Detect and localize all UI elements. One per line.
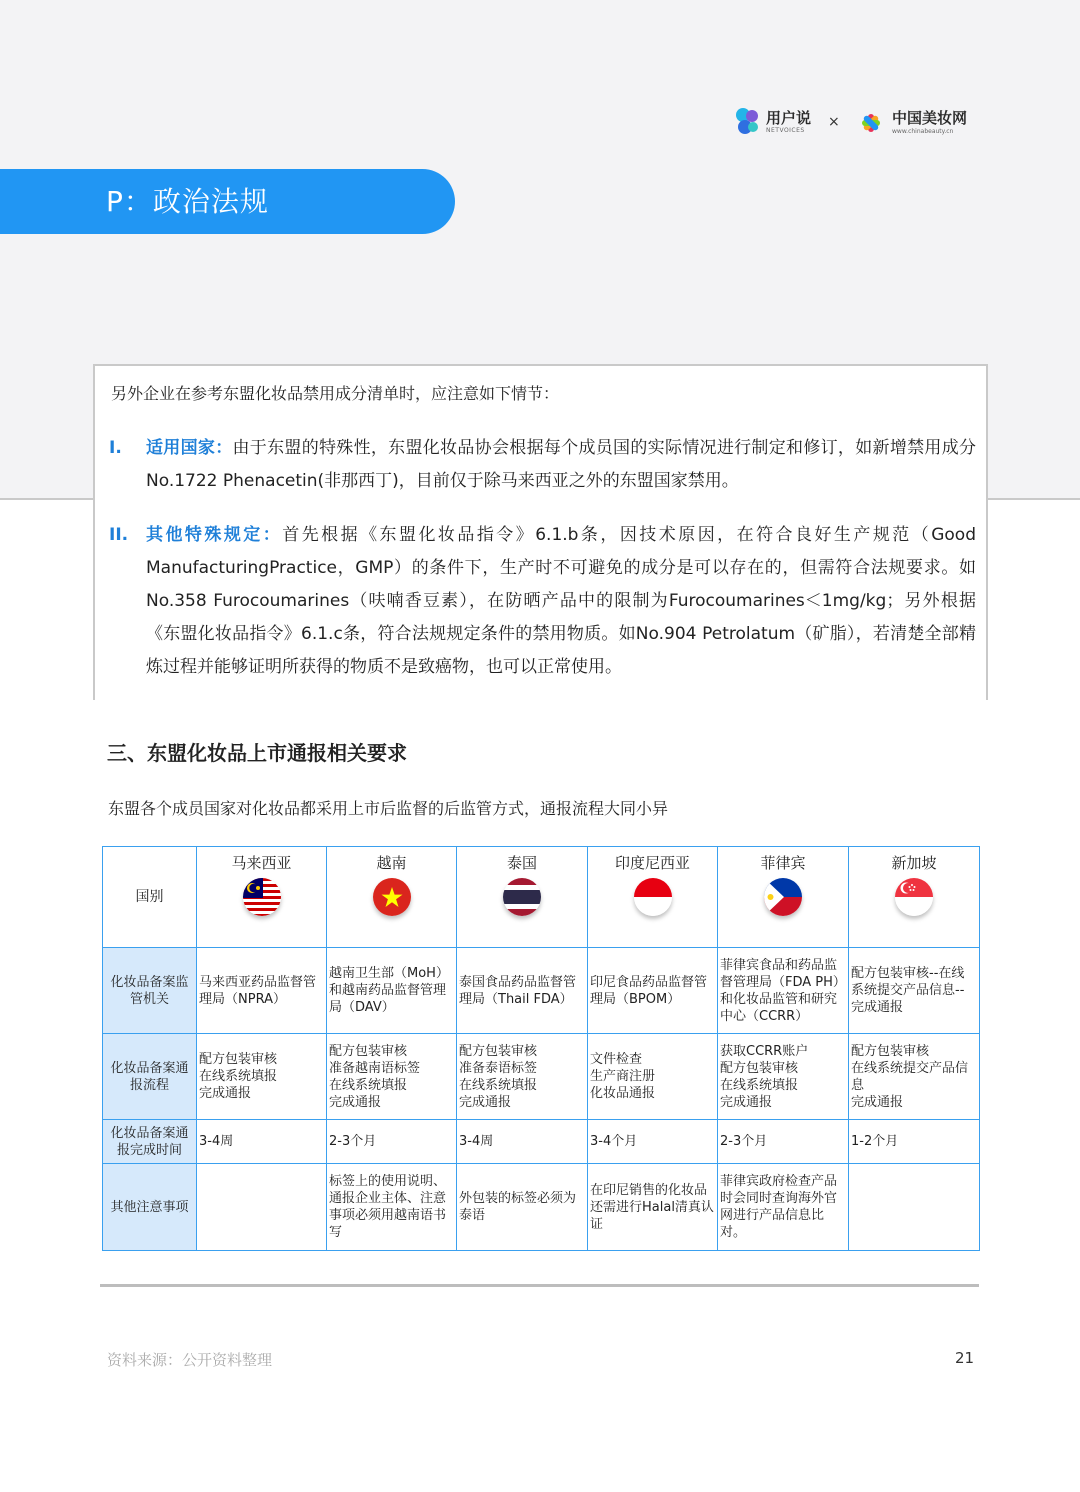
table-cell: 配方包装审核 在线系统填报 完成通报 xyxy=(197,1034,327,1120)
note-item-number: I. xyxy=(109,438,122,458)
note-box xyxy=(93,364,988,700)
table-cell: 2-3个月 xyxy=(718,1120,849,1164)
section-subtitle: 东盟各个成员国家对化妆品都采用上市后监督的后监管方式，通报流程大同小异 xyxy=(108,799,669,818)
chinabeauty-logo-text: 中国美妆网 xyxy=(892,109,968,127)
table-cell: 马来西亚药品监督管理局（NPRA） xyxy=(197,948,327,1034)
table-cell: 配方包装审核 准备泰语标签 在线系统填报 完成通报 xyxy=(457,1034,588,1120)
country-name: 泰国 xyxy=(506,854,537,872)
page-number: 21 xyxy=(955,1349,975,1367)
country-header-philippines xyxy=(718,847,849,948)
table-cell: 越南卫生部（MoH）和越南药品监督管理局（DAV） xyxy=(327,948,457,1034)
country-header-thailand xyxy=(457,847,588,948)
table-corner-label: 国别 xyxy=(103,847,197,948)
table-cell: 3-4周 xyxy=(197,1120,327,1164)
table-cell: 标签上的使用说明、通报企业主体、注意事项必须用越南语书写 xyxy=(327,1164,457,1251)
philippines-flag-icon xyxy=(764,878,802,916)
note-intro: 另外企业在参考东盟化妆品禁用成分清单时，应注意如下情节： xyxy=(111,384,560,403)
netvoices-logo-subtext: NETVOICES xyxy=(766,126,805,134)
netvoices-mark-icon xyxy=(734,106,762,138)
table-cell: 1-2个月 xyxy=(849,1120,980,1164)
country-name: 印度尼西亚 xyxy=(614,854,690,872)
row-header: 化妆品备案通报完成时间 xyxy=(103,1120,197,1164)
chinabeauty-mark-icon xyxy=(852,104,890,142)
country-header-indonesia xyxy=(588,847,718,948)
table-row xyxy=(103,1120,980,1164)
notification-requirements-table xyxy=(102,846,980,1251)
table-cell: 印尼食品药品监督管理局（BPOM） xyxy=(588,948,718,1034)
indonesia-flag-icon xyxy=(634,878,672,916)
vietnam-flag-icon xyxy=(373,878,411,916)
table-cell: 2-3个月 xyxy=(327,1120,457,1164)
netvoices-logo xyxy=(734,106,811,138)
country-name: 菲律宾 xyxy=(760,854,806,872)
singapore-flag-icon xyxy=(895,878,933,916)
country-header-vietnam xyxy=(327,847,457,948)
row-header: 化妆品备案通报流程 xyxy=(103,1034,197,1120)
logo-separator: × xyxy=(828,114,840,130)
note-item-text: 由于东盟的特殊性，东盟化妆品协会根据每个成员国的实际情况进行制定和修订，如新增禁用成分No.1722 Phenacetin(非那西丁)，目前仅于除马来西亚之外的东盟国家禁用。 xyxy=(146,438,977,491)
country-name: 越南 xyxy=(376,854,407,872)
malaysia-flag-icon xyxy=(243,878,281,916)
table-cell: 配方包装审核 准备越南语标签 在线系统填报 完成通报 xyxy=(327,1034,457,1120)
note-item-number: II. xyxy=(109,525,129,545)
table-cell: 文件检查 生产商注册 化妆品通报 xyxy=(588,1034,718,1120)
chinabeauty-logo xyxy=(852,104,967,142)
table-header-row xyxy=(103,847,980,948)
table-cell: 外包装的标签必须为泰语 xyxy=(457,1164,588,1251)
note-item-title: 适用国家： xyxy=(146,438,233,458)
table-cell: 菲律宾政府检查产品时会同时查询海外官网进行产品信息比对。 xyxy=(718,1164,849,1251)
table-row xyxy=(103,1164,980,1251)
table-cell: 3-4周 xyxy=(457,1120,588,1164)
row-header: 化妆品备案监管机关 xyxy=(103,948,197,1034)
table-cell: 获取CCRR账户 配方包装审核 在线系统填报 完成通报 xyxy=(718,1034,849,1120)
section-heading: 三、东盟化妆品上市通报相关要求 xyxy=(107,741,407,765)
table-cell: 菲律宾食品和药品监督管理局（FDA PH）和化妆品监管和研究中心（CCRR） xyxy=(718,948,849,1034)
footer-divider xyxy=(100,1284,979,1287)
country-name: 新加坡 xyxy=(891,854,937,872)
country-header-malaysia xyxy=(197,847,327,948)
note-item-text: 首先根据《东盟化妆品指令》6.1.b条，因技术原因，在符合良好生产规范（Good ManufacturingPractice，GMP）的条件下，生产时不可避免的成分是可以存在的，但需符合法规要求。如No.358 Furocoumarines（呋喃香豆素），在防晒产品中的限制为Furocoumarines＜1mg/kg；另外根据《东盟化妆品指令》6.1.c条，符合法规规定条件的禁用物质。如No.904 Petrolatum（矿脂），若清楚全部精炼过程并能够证明所获得的物质不是致癌物，也可以正常使用。 xyxy=(146,525,976,677)
table-cell: 泰国食品药品监督管理局（Thail FDA） xyxy=(457,948,588,1034)
table-row xyxy=(103,1034,980,1120)
table-cell xyxy=(849,1164,980,1251)
note-item-title: 其他特殊规定： xyxy=(146,525,283,545)
table-cell: 在印尼销售的化妆品还需进行Halal清真认证 xyxy=(588,1164,718,1251)
source-note: 资料来源：公开资料整理 xyxy=(107,1351,273,1369)
country-header-singapore xyxy=(849,847,980,948)
section-title: P：政治法规 xyxy=(0,169,455,234)
table-cell: 配方包装审核--在线系统提交产品信息--完成通报 xyxy=(849,948,980,1034)
table-row xyxy=(103,948,980,1034)
table-cell: 配方包装审核 在线系统提交产品信息 完成通报 xyxy=(849,1034,980,1120)
header-logos xyxy=(734,104,984,144)
country-name: 马来西亚 xyxy=(231,854,292,872)
row-header: 其他注意事项 xyxy=(103,1164,197,1251)
chinabeauty-logo-subtext: www.chinabeauty.cn xyxy=(892,128,954,135)
thailand-flag-icon xyxy=(503,878,541,916)
netvoices-logo-text: 用户说 xyxy=(766,108,812,127)
table-cell xyxy=(197,1164,327,1251)
table-cell: 3-4个月 xyxy=(588,1120,718,1164)
